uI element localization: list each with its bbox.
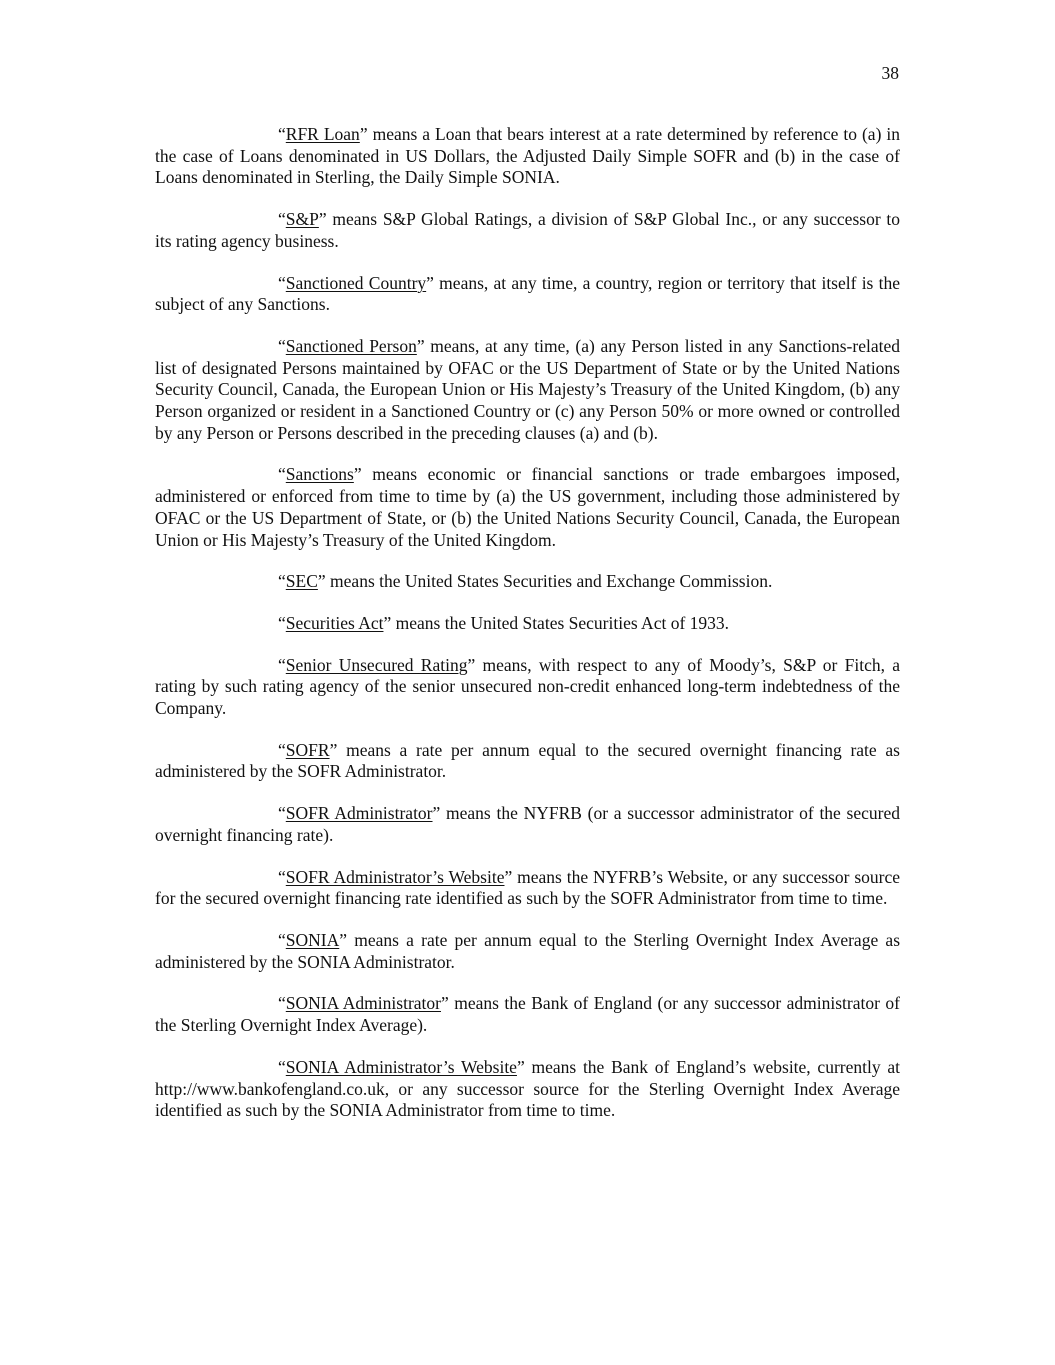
close-quote: ” xyxy=(329,739,338,760)
open-quote: “ xyxy=(278,209,286,230)
defined-term: Sanctions xyxy=(285,464,354,485)
defined-term: Sanctioned Person xyxy=(285,335,417,356)
definition-body: means a Loan that bears interest at a rate determined by reference to (a) in the case of Loans denominated in US Dollars, the Adjusted Daily Simple SOFR and (b) in the case of Loans denominated in Sterling, the Daily Simple SONIA. xyxy=(155,124,900,188)
close-quote: ” xyxy=(383,612,392,633)
definition-body: means a rate per annum equal to the Sterling Overnight Index Average as administered by the SONIA Administrator. xyxy=(155,929,900,972)
definition-body: means a rate per annum equal to the secured overnight financing rate as administered by the SOFR Administrator. xyxy=(155,739,900,782)
definition-rfr-loan xyxy=(155,124,900,189)
definition-sanctions xyxy=(155,464,900,551)
definitions-list xyxy=(155,124,900,1142)
definition-body: means the United States Securities Act of 1933. xyxy=(391,612,730,633)
definition-sec xyxy=(155,571,900,593)
definition-securities-act xyxy=(155,613,900,635)
defined-term: S&P xyxy=(285,209,319,230)
definition-body: means economic or financial sanctions or trade embargoes imposed, administered or enforced from time to time by (a) the US government, including those administered by OFAC or the US Department of State, or (b) the United Nations Security Council, Canada, the European Union or His Majesty’s Treasury of the United Kingdom. xyxy=(155,464,900,550)
definition-body: means the Bank of England (or any successor administrator of the Sterling Overnight Index Average). xyxy=(155,993,900,1036)
definition-sonia xyxy=(155,930,900,973)
definition-sanctioned-country xyxy=(155,273,900,316)
close-quote: ” xyxy=(416,335,425,356)
close-quote: ” xyxy=(353,464,362,485)
open-quote: “ xyxy=(278,272,286,293)
close-quote: ” xyxy=(359,124,368,144)
page-number: 38 xyxy=(881,63,899,83)
open-quote: “ xyxy=(278,929,286,950)
definition-sonia-administrator xyxy=(155,993,900,1036)
definition-senior-unsecured-rating xyxy=(155,655,900,720)
close-quote: ” xyxy=(467,654,476,675)
open-quote: “ xyxy=(278,803,286,824)
definition-body: means the Bank of England’s website, currently at http://www.bankofengland.co.uk, or any successor source for the Sterling Overnight Index Average identified as such by the SONIA Administrator from time to time. xyxy=(155,1056,900,1121)
open-quote: “ xyxy=(278,993,286,1014)
defined-term: SEC xyxy=(285,571,318,592)
close-quote: ” xyxy=(516,1056,525,1077)
defined-term: SONIA Administrator xyxy=(285,993,441,1014)
defined-term: SONIA Administrator’s Website xyxy=(285,1056,517,1077)
definition-body: means the NYFRB’s Website, or any successor source for the secured overnight financing rate identified as such by the SOFR Administrator from time to time. xyxy=(155,866,900,909)
defined-term: RFR Loan xyxy=(285,124,360,144)
close-quote: ” xyxy=(318,209,327,230)
open-quote: “ xyxy=(278,571,286,592)
open-quote: “ xyxy=(278,739,286,760)
close-quote: ” xyxy=(440,993,449,1014)
close-quote: ” xyxy=(432,803,441,824)
definition-body: means, at any time, a country, region or territory that itself is the subject of any Sanctions. xyxy=(155,272,900,315)
definition-sonia-administrators-website xyxy=(155,1057,900,1122)
open-quote: “ xyxy=(278,464,286,485)
definition-sofr xyxy=(155,740,900,783)
open-quote: “ xyxy=(278,124,286,144)
defined-term: Sanctioned Country xyxy=(285,272,427,293)
defined-term: SOFR xyxy=(285,739,330,760)
definition-body: means, with respect to any of Moody’s, S&P or Fitch, a rating by such rating agency of the senior unsecured non-credit enhanced long-term indebtedness of the Company. xyxy=(155,654,901,719)
open-quote: “ xyxy=(278,866,286,887)
open-quote: “ xyxy=(278,612,286,633)
defined-term: SOFR Administrator’s Website xyxy=(285,866,505,887)
defined-term: SONIA xyxy=(285,929,340,950)
defined-term: Senior Unsecured Rating xyxy=(285,654,468,675)
defined-term: SOFR Administrator xyxy=(285,803,433,824)
close-quote: ” xyxy=(317,571,326,592)
close-quote: ” xyxy=(339,929,348,950)
close-quote: ” xyxy=(426,272,434,293)
open-quote: “ xyxy=(278,335,286,356)
definition-sofr-administrator xyxy=(155,803,900,846)
definition-body: means S&P Global Ratings, a division of S&P Global Inc., or any successor to its rating agency business. xyxy=(155,209,900,251)
open-quote: “ xyxy=(278,1056,286,1077)
definition-s-and-p xyxy=(155,209,900,252)
definition-sanctioned-person xyxy=(155,336,900,445)
definition-body: means the United States Securities and Exchange Commission. xyxy=(325,571,773,592)
close-quote: ” xyxy=(504,866,513,887)
definition-body: means the NYFRB (or a successor administrator of the secured overnight financing rate). xyxy=(155,803,900,845)
defined-term: Securities Act xyxy=(285,612,384,633)
definition-body: means, at any time, (a) any Person listed in any Sanctions-related list of designated Persons maintained by OFAC or the US Department of State or by the United Nations Security Council, Canada, the European Union or His Majesty’s Treasury of the United Kingdom, (b) any Person organized or resident in a Sanctioned Country or (c) any Person 50% or more owned or controlled by any Person or Persons described in the preceding clauses (a) and (b). xyxy=(155,335,900,443)
open-quote: “ xyxy=(278,654,286,675)
definition-sofr-administrators-website xyxy=(155,867,900,910)
